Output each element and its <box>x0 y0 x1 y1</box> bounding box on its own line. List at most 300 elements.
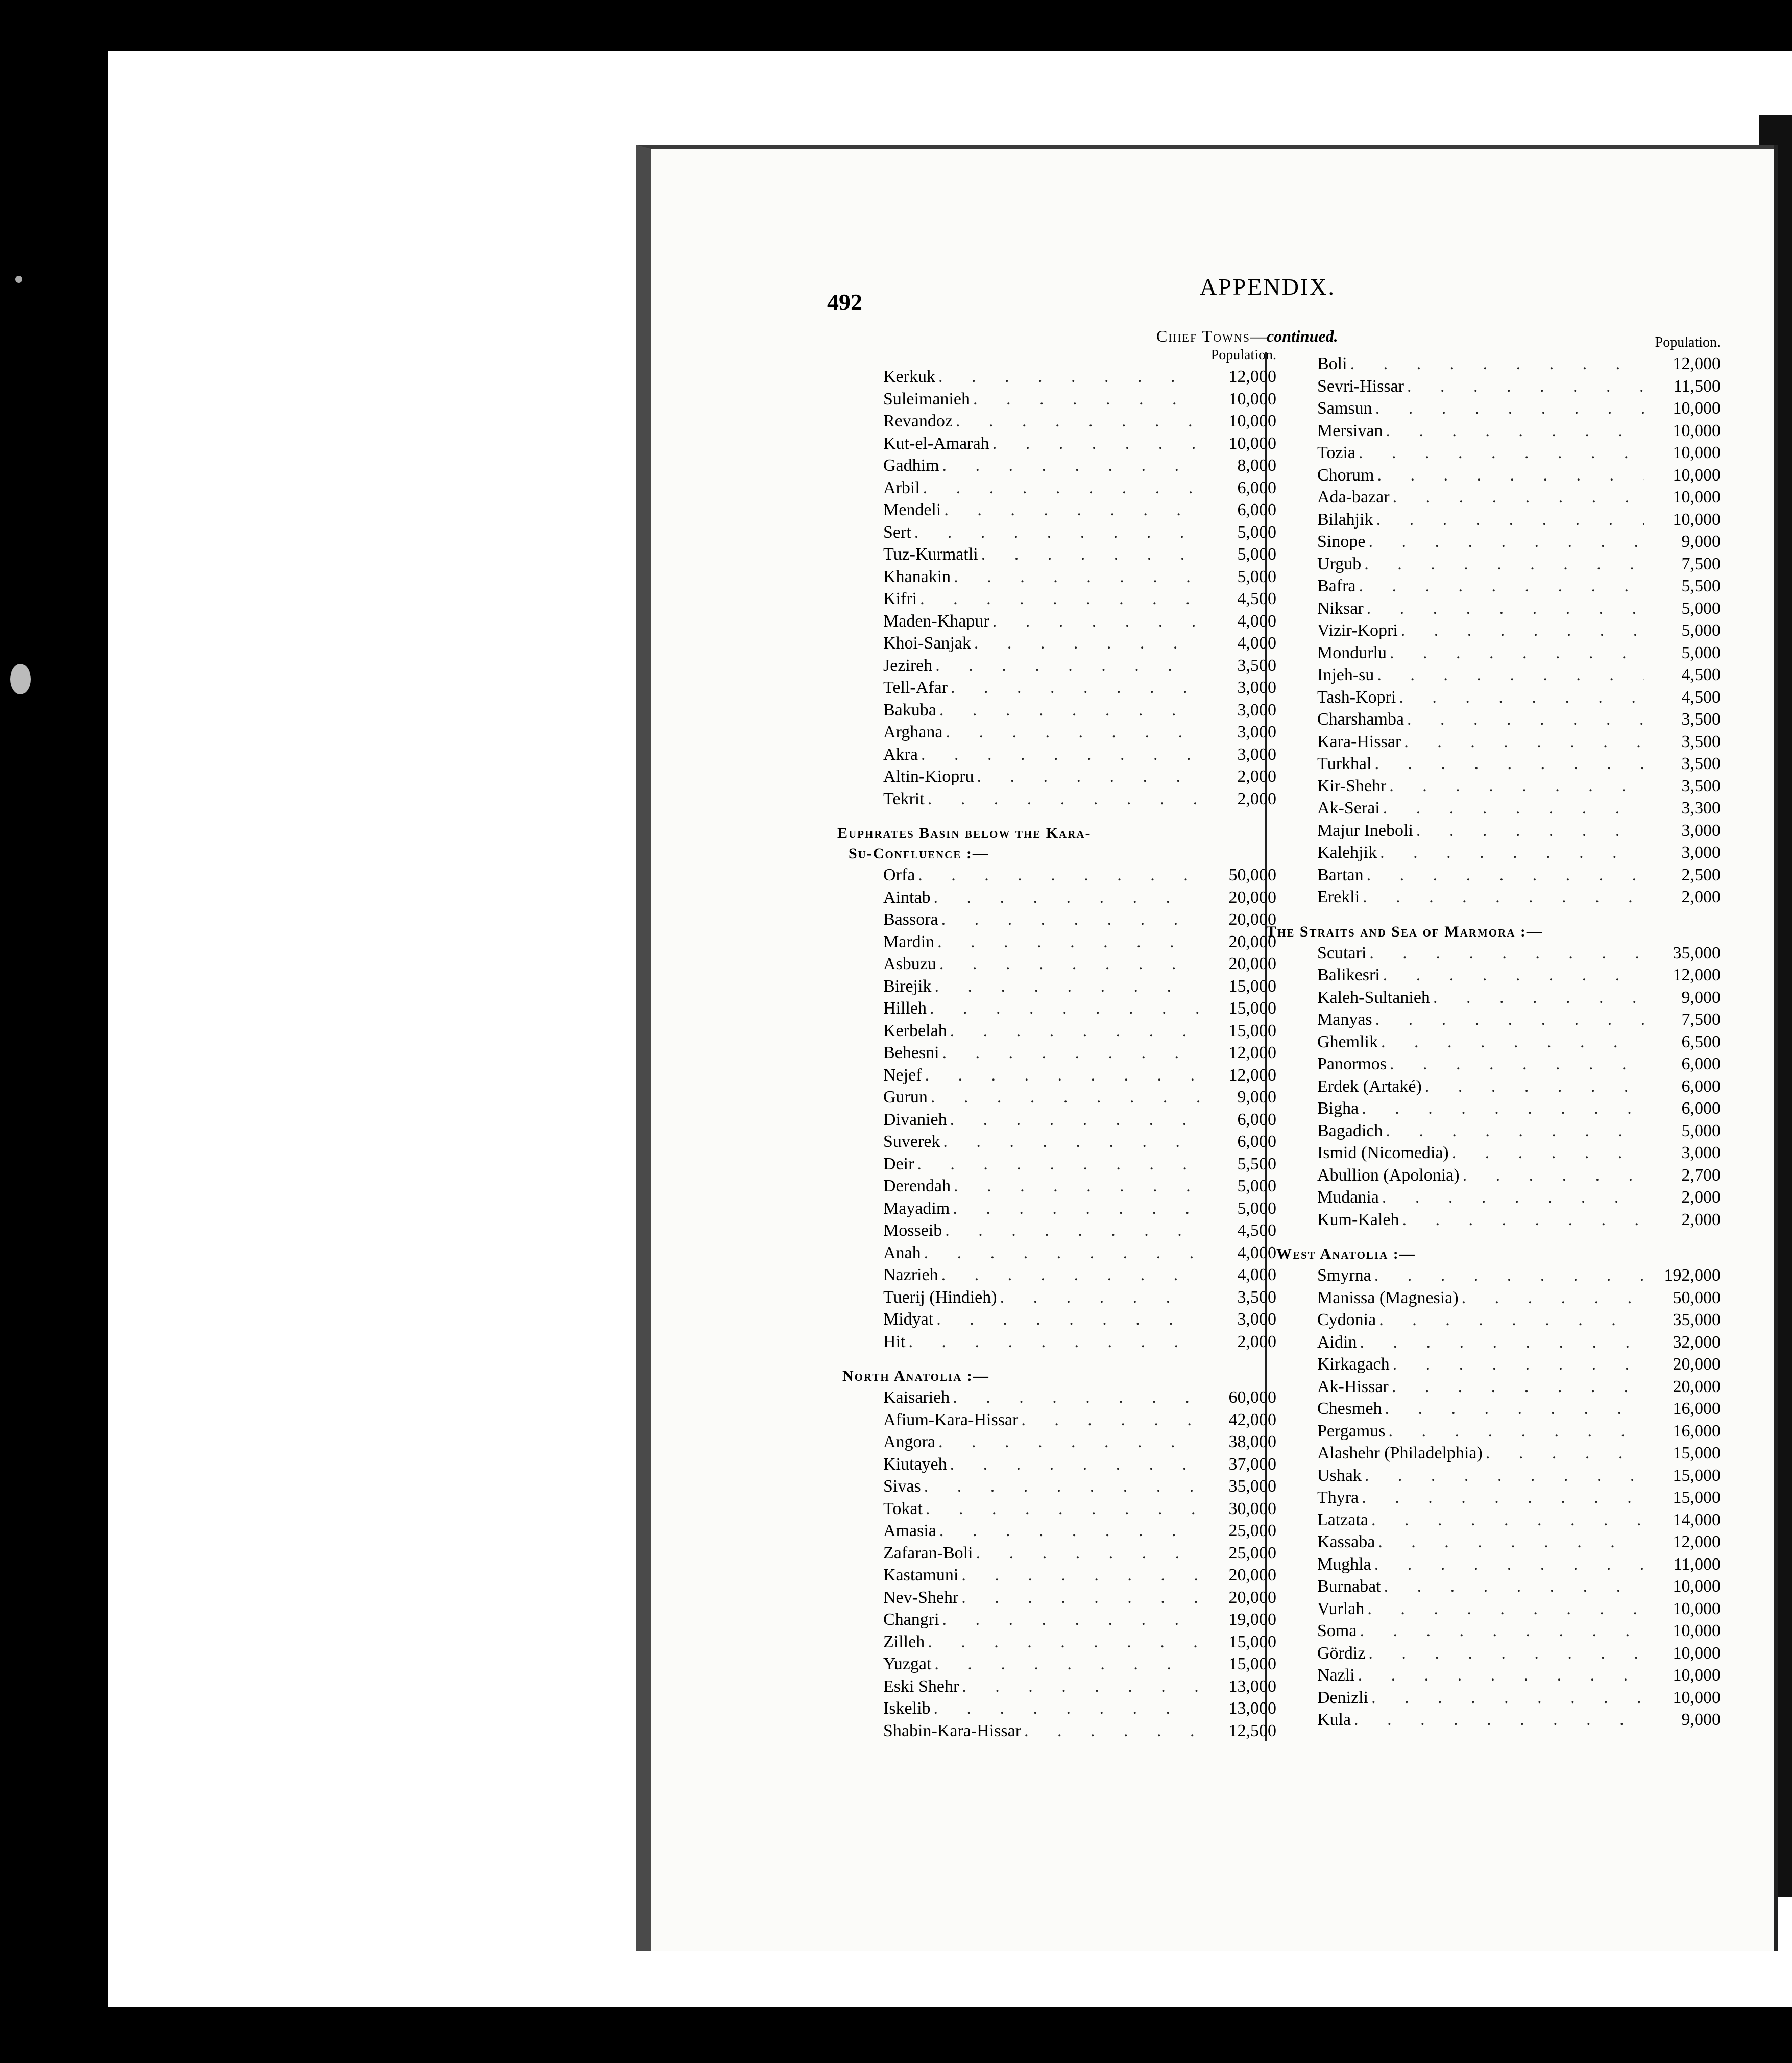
leader-dots <box>922 1064 1200 1087</box>
leader-dots <box>1377 842 1644 864</box>
town-name: Tekrit <box>883 789 925 808</box>
table-heading: Chief Towns—continued. <box>1156 327 1338 345</box>
leader-dots <box>942 721 1200 743</box>
town-name: Midyat <box>883 1310 934 1329</box>
population-value: 10,000 <box>1673 399 1721 418</box>
population-value: 14,000 <box>1673 1510 1721 1529</box>
population-value: 12,000 <box>1673 354 1721 373</box>
table-row <box>1287 1209 1721 1231</box>
leader-dots <box>1483 1442 1644 1465</box>
table-row <box>1287 886 1721 908</box>
leader-dots <box>1396 686 1644 709</box>
town-name: Changri <box>883 1610 939 1629</box>
population-value: 35,000 <box>1673 1310 1721 1329</box>
leader-dots <box>989 610 1200 633</box>
leader-dots <box>1365 1642 1644 1665</box>
leader-dots <box>947 1453 1200 1476</box>
population-value: 35,000 <box>1673 943 1721 963</box>
leader-dots <box>1380 797 1644 820</box>
town-name: Alashehr (Philadelphia) <box>1317 1444 1483 1462</box>
leader-dots <box>1018 1409 1200 1431</box>
heading-suffix: continued. <box>1266 327 1338 345</box>
population-value: 10,000 <box>1673 1688 1721 1707</box>
leader-dots <box>939 454 1200 477</box>
table-row <box>853 1720 1276 1742</box>
town-name: Suleimanieh <box>883 389 970 409</box>
table-row <box>853 1131 1276 1153</box>
town-name: Smyrna <box>1317 1266 1371 1285</box>
town-name: Nejef <box>883 1065 922 1085</box>
table-row <box>1287 642 1721 664</box>
table-row <box>1287 731 1721 753</box>
population-value: 10,000 <box>1228 434 1276 453</box>
town-name: Ada-bazar <box>1317 488 1390 507</box>
town-name: Mudania <box>1317 1188 1379 1207</box>
leader-dots <box>1357 1620 1644 1642</box>
town-name: Kut-el-Amarah <box>883 434 989 453</box>
population-value: 4,500 <box>1237 589 1276 608</box>
town-name: Ismid (Nicomedia) <box>1317 1143 1449 1162</box>
table-row <box>1287 1053 1721 1075</box>
table-row <box>853 931 1276 953</box>
population-value: 4,000 <box>1237 1243 1276 1262</box>
table-row <box>1287 864 1721 886</box>
table-row <box>853 1331 1276 1353</box>
town-name: Vurlah <box>1317 1599 1365 1618</box>
population-value: 2,000 <box>1681 1188 1721 1207</box>
town-name: Sert <box>883 522 911 542</box>
leader-dots <box>1390 1353 1644 1376</box>
population-value: 6,000 <box>1681 1076 1721 1096</box>
population-value: 10,000 <box>1673 510 1721 529</box>
population-value: 3,500 <box>1681 776 1721 796</box>
town-name: Bartan <box>1317 865 1364 884</box>
population-value: 15,000 <box>1673 1466 1721 1485</box>
town-name: Mosseib <box>883 1221 942 1240</box>
town-name: Revandoz <box>883 412 953 430</box>
town-name: Sevri-Hissar <box>1317 376 1404 396</box>
table-row <box>1287 1097 1721 1120</box>
leader-dots <box>1355 442 1644 464</box>
leader-dots <box>933 1308 1200 1331</box>
population-value: 6,000 <box>1681 1054 1721 1073</box>
town-name: Thyra <box>1317 1488 1359 1507</box>
population-value: 11,500 <box>1673 376 1721 396</box>
table-row <box>1287 753 1721 775</box>
town-name: Eski Shehr <box>883 1676 959 1696</box>
table-row <box>853 864 1276 886</box>
table-row <box>1287 1642 1721 1665</box>
population-value: 2,000 <box>1237 1332 1276 1351</box>
straits-list <box>1287 942 1721 1231</box>
table-row <box>853 997 1276 1020</box>
heading-title: Chief Towns <box>1156 327 1250 345</box>
table-row <box>853 1587 1276 1609</box>
table-row <box>853 1042 1276 1064</box>
town-name: Mardin <box>883 932 935 951</box>
table-row <box>1287 820 1721 842</box>
town-name: Ghemlik <box>1317 1032 1378 1051</box>
leader-dots <box>942 1219 1200 1242</box>
leader-dots <box>1371 1264 1644 1287</box>
table-row <box>1287 1664 1721 1687</box>
population-value: 9,000 <box>1681 1710 1721 1729</box>
table-row <box>1287 775 1721 798</box>
population-value: 5,000 <box>1237 567 1276 586</box>
leader-dots <box>925 1631 1200 1653</box>
population-value: 15,000 <box>1228 976 1276 996</box>
leader-dots <box>1382 1398 1644 1420</box>
population-value: 8,000 <box>1237 456 1276 475</box>
table-row <box>1287 353 1721 375</box>
population-value: 5,000 <box>1681 1121 1721 1140</box>
leader-dots <box>1368 1687 1644 1709</box>
town-name: Aidin <box>1317 1332 1357 1352</box>
table-row <box>1287 1531 1721 1553</box>
leader-dots <box>948 677 1200 699</box>
population-value: 10,000 <box>1673 421 1721 440</box>
town-name: Amasia <box>883 1521 936 1540</box>
table-row <box>1287 1142 1721 1164</box>
town-name: Jezireh <box>883 656 933 675</box>
population-header: Population. <box>1210 347 1276 363</box>
leader-dots <box>1380 964 1644 987</box>
population-value: 38,000 <box>1228 1432 1276 1451</box>
population-value: 9,000 <box>1681 988 1721 1007</box>
population-value: 4,500 <box>1237 1221 1276 1240</box>
population-value: 3,000 <box>1681 1143 1721 1162</box>
town-name: Arghana <box>883 723 943 741</box>
town-name: Asbuzu <box>883 954 936 973</box>
town-name: Kalehjik <box>1317 843 1377 862</box>
population-value: 15,000 <box>1673 1444 1721 1462</box>
table-row <box>853 388 1276 411</box>
population-value: 5,000 <box>1681 598 1721 618</box>
leader-dots <box>1372 397 1644 420</box>
population-value: 12,500 <box>1228 1721 1276 1740</box>
town-name: Tell-Afar <box>883 678 948 697</box>
leader-dots <box>1459 1287 1644 1309</box>
town-name: Kara-Hissar <box>1317 732 1401 751</box>
table-row <box>1287 553 1721 575</box>
leader-dots <box>935 1431 1200 1453</box>
table-row <box>1287 464 1721 487</box>
population-value: 16,000 <box>1673 1421 1721 1441</box>
population-value: 11,000 <box>1673 1554 1721 1574</box>
town-name: Derendah <box>883 1177 951 1195</box>
population-value: 60,000 <box>1228 1388 1276 1407</box>
population-value: 10,000 <box>1228 389 1276 409</box>
population-value: 4,000 <box>1237 1265 1276 1284</box>
population-value: 6,000 <box>1237 1110 1276 1129</box>
leader-dots <box>1376 1309 1644 1331</box>
population-value: 12,000 <box>1228 1043 1276 1062</box>
population-value: 5,000 <box>1681 621 1721 640</box>
town-name: Kiutayeh <box>883 1454 947 1474</box>
town-name: Bilahjik <box>1317 510 1373 529</box>
leader-dots <box>1422 1075 1644 1098</box>
leader-dots <box>1021 1720 1200 1742</box>
leader-dots <box>1356 575 1644 597</box>
population-value: 10,000 <box>1673 443 1721 462</box>
table-row <box>853 366 1276 388</box>
town-name: Khanakin <box>883 567 951 586</box>
population-value: 37,000 <box>1228 1454 1276 1474</box>
leader-dots <box>925 788 1200 810</box>
leader-dots <box>1413 820 1644 842</box>
population-value: 20,000 <box>1228 954 1276 973</box>
town-name: Kaisarieh <box>883 1388 950 1407</box>
table-row <box>853 1653 1276 1675</box>
leader-dots <box>947 1020 1200 1042</box>
table-row <box>1287 397 1721 420</box>
table-row <box>1287 531 1721 553</box>
table-row <box>853 1109 1276 1131</box>
table-row <box>853 1609 1276 1631</box>
leader-dots <box>947 1109 1200 1131</box>
table-row <box>853 454 1276 477</box>
table-row <box>853 477 1276 499</box>
town-name: Mendeli <box>883 500 941 519</box>
table-row <box>853 410 1276 433</box>
leader-dots <box>1379 1186 1644 1209</box>
population-value: 12,000 <box>1673 1532 1721 1551</box>
leader-dots <box>927 997 1200 1020</box>
population-value: 10,000 <box>1673 1577 1721 1596</box>
leader-dots <box>1381 1575 1644 1598</box>
population-value: 20,000 <box>1228 1588 1276 1607</box>
population-value: 10,000 <box>1673 1621 1721 1640</box>
town-name: Aintab <box>883 887 931 907</box>
table-row <box>1287 619 1721 642</box>
town-name: Hilleh <box>883 999 927 1018</box>
table-row <box>853 1431 1276 1453</box>
table-row <box>853 908 1276 931</box>
population-value: 4,500 <box>1681 687 1721 707</box>
table-row <box>1287 1309 1721 1331</box>
population-value: 3,500 <box>1237 656 1276 675</box>
population-value: 10,000 <box>1228 412 1276 430</box>
table-row <box>1287 1186 1721 1209</box>
leader-dots <box>951 566 1200 588</box>
leader-dots <box>914 1153 1200 1176</box>
population-value: 15,000 <box>1228 1021 1276 1040</box>
leader-dots <box>1359 1486 1644 1509</box>
leader-dots <box>936 953 1200 975</box>
town-name: Mughla <box>1317 1554 1371 1574</box>
table-row <box>853 610 1276 633</box>
table-row <box>853 1475 1276 1498</box>
table-row <box>853 655 1276 677</box>
population-value: 16,000 <box>1673 1399 1721 1418</box>
population-value: 10,000 <box>1673 465 1721 485</box>
population-value: 2,500 <box>1681 865 1721 884</box>
table-row <box>1287 442 1721 464</box>
town-name: Turkhal <box>1317 754 1372 773</box>
population-value: 50,000 <box>1228 866 1276 884</box>
population-value: 3,500 <box>1237 1287 1276 1307</box>
town-name: Gurun <box>883 1088 928 1107</box>
leader-dots <box>934 931 1200 953</box>
town-name: Majur Ineboli <box>1317 821 1413 840</box>
population-value: 3,300 <box>1681 799 1721 818</box>
town-name: Balikesri <box>1317 966 1380 985</box>
population-value: 7,500 <box>1681 554 1721 573</box>
population-value: 25,000 <box>1228 1521 1276 1540</box>
section-heading-straits: The Straits and Sea of Marmora :— <box>1266 923 1543 940</box>
table-row <box>853 566 1276 588</box>
leader-dots <box>1374 464 1644 487</box>
town-name: Kerbelah <box>883 1021 947 1040</box>
table-row <box>853 953 1276 975</box>
population-value: 5,000 <box>1237 545 1276 564</box>
table-row <box>1287 1009 1721 1031</box>
town-name: Khoi-Sanjak <box>883 634 971 653</box>
town-name: Sinope <box>1317 532 1366 551</box>
population-value: 42,000 <box>1228 1410 1276 1429</box>
town-name: Pergamus <box>1317 1421 1386 1441</box>
table-row <box>1287 1709 1721 1731</box>
table-row <box>1287 987 1721 1009</box>
table-row <box>853 1286 1276 1309</box>
leader-dots <box>970 388 1200 411</box>
table-row <box>1287 1287 1721 1309</box>
table-row <box>853 1453 1276 1476</box>
leader-dots <box>1364 1598 1644 1620</box>
leader-dots <box>1399 1209 1644 1231</box>
population-value: 3,500 <box>1681 754 1721 773</box>
leader-dots <box>1368 1509 1644 1531</box>
town-name: Soma <box>1317 1621 1357 1640</box>
town-name: Angora <box>883 1432 935 1451</box>
table-row <box>1287 1120 1721 1142</box>
leader-dots <box>938 1264 1200 1286</box>
population-value: 5,000 <box>1237 1177 1276 1195</box>
town-name: Arbil <box>883 478 920 497</box>
population-value: 12,000 <box>1228 367 1276 386</box>
town-name: Ak-Hissar <box>1317 1377 1389 1396</box>
table-row <box>853 1242 1276 1264</box>
population-value: 3,000 <box>1237 723 1276 741</box>
town-name: Latzata <box>1317 1510 1369 1529</box>
table-row <box>1287 1442 1721 1465</box>
table-row <box>1287 1553 1721 1576</box>
population-value: 3,500 <box>1681 732 1721 751</box>
leader-dots <box>1401 731 1644 753</box>
leader-dots <box>1390 486 1644 509</box>
town-name: Bagadich <box>1317 1121 1383 1140</box>
leader-dots <box>911 521 1200 544</box>
table-row <box>853 1386 1276 1409</box>
leader-dots <box>1387 642 1644 664</box>
town-name: Bigha <box>1317 1099 1359 1118</box>
population-value: 30,000 <box>1228 1499 1276 1518</box>
leader-dots <box>1389 1376 1644 1398</box>
leader-dots <box>1366 942 1644 965</box>
leader-dots <box>1361 553 1644 575</box>
leader-dots <box>928 1086 1200 1109</box>
town-name: Panormos <box>1317 1054 1387 1073</box>
town-name: Akra <box>883 745 918 764</box>
table-row <box>1287 842 1721 864</box>
leader-dots <box>1386 775 1644 798</box>
euphrates-list <box>853 864 1276 1353</box>
table-row <box>853 1697 1276 1720</box>
running-head: APPENDIX. <box>1200 274 1336 300</box>
town-name: Shabin-Kara-Hissar <box>883 1721 1022 1740</box>
table-row <box>853 1086 1276 1109</box>
population-value: 6,000 <box>1681 1099 1721 1118</box>
leader-dots <box>1383 1120 1644 1142</box>
town-name: Bafra <box>1317 577 1356 595</box>
town-name: Kirkagach <box>1317 1355 1390 1374</box>
table-row <box>853 699 1276 722</box>
town-name: Kir-Shehr <box>1317 776 1387 796</box>
table-row <box>1287 797 1721 820</box>
population-value: 6,000 <box>1237 1132 1276 1151</box>
leader-dots <box>1398 619 1644 642</box>
leader-dots <box>951 1175 1200 1197</box>
town-name: Sivas <box>883 1477 921 1496</box>
leader-dots <box>997 1286 1200 1309</box>
town-name: Tash-Kopri <box>1317 687 1396 707</box>
leader-dots <box>931 1697 1200 1720</box>
table-row <box>1287 664 1721 686</box>
town-name: Mayadim <box>883 1198 950 1218</box>
population-value: 2,000 <box>1237 767 1276 786</box>
population-value: 15,000 <box>1228 1654 1276 1673</box>
town-name: Erdek (Artaké) <box>1317 1076 1422 1096</box>
leader-dots <box>1430 987 1644 1009</box>
left-top-list <box>853 366 1276 810</box>
table-row <box>1287 1687 1721 1709</box>
population-value: 13,000 <box>1228 1676 1276 1696</box>
table-row <box>853 677 1276 699</box>
table-row <box>853 1409 1276 1431</box>
leader-dots <box>1347 353 1644 375</box>
table-row <box>853 1675 1276 1698</box>
population-value: 6,500 <box>1681 1032 1721 1051</box>
town-name: Birejik <box>883 976 932 996</box>
table-row <box>853 1520 1276 1542</box>
population-value: 10,000 <box>1673 1666 1721 1685</box>
table-row <box>1287 708 1721 731</box>
section-heading-euphrates: Euphrates Basin below the Kara- <box>837 825 1092 842</box>
leader-dots <box>1375 1531 1644 1553</box>
table-row <box>853 886 1276 909</box>
leader-dots <box>959 1675 1200 1698</box>
population-value: 192,000 <box>1664 1266 1721 1285</box>
town-name: Nazli <box>1317 1666 1355 1685</box>
table-row <box>1287 1031 1721 1053</box>
population-value: 5,500 <box>1681 577 1721 595</box>
north-anatolia-list <box>853 1386 1276 1742</box>
table-row <box>1287 1420 1721 1443</box>
population-value: 6,000 <box>1237 478 1276 497</box>
leader-dots <box>1378 1031 1644 1053</box>
town-name: Nazrieh <box>883 1265 938 1284</box>
leader-dots <box>1460 1164 1644 1187</box>
town-name: Nev-Shehr <box>883 1588 959 1607</box>
town-name: Yuzgat <box>883 1654 932 1673</box>
table-row <box>853 788 1276 810</box>
table-row <box>1287 420 1721 442</box>
population-value: 15,000 <box>1228 999 1276 1018</box>
table-row <box>853 721 1276 743</box>
leader-dots <box>974 765 1200 788</box>
section-heading-euphrates-cont: Su-Confluence :— <box>849 845 989 862</box>
town-name: Mersivan <box>1317 421 1383 440</box>
